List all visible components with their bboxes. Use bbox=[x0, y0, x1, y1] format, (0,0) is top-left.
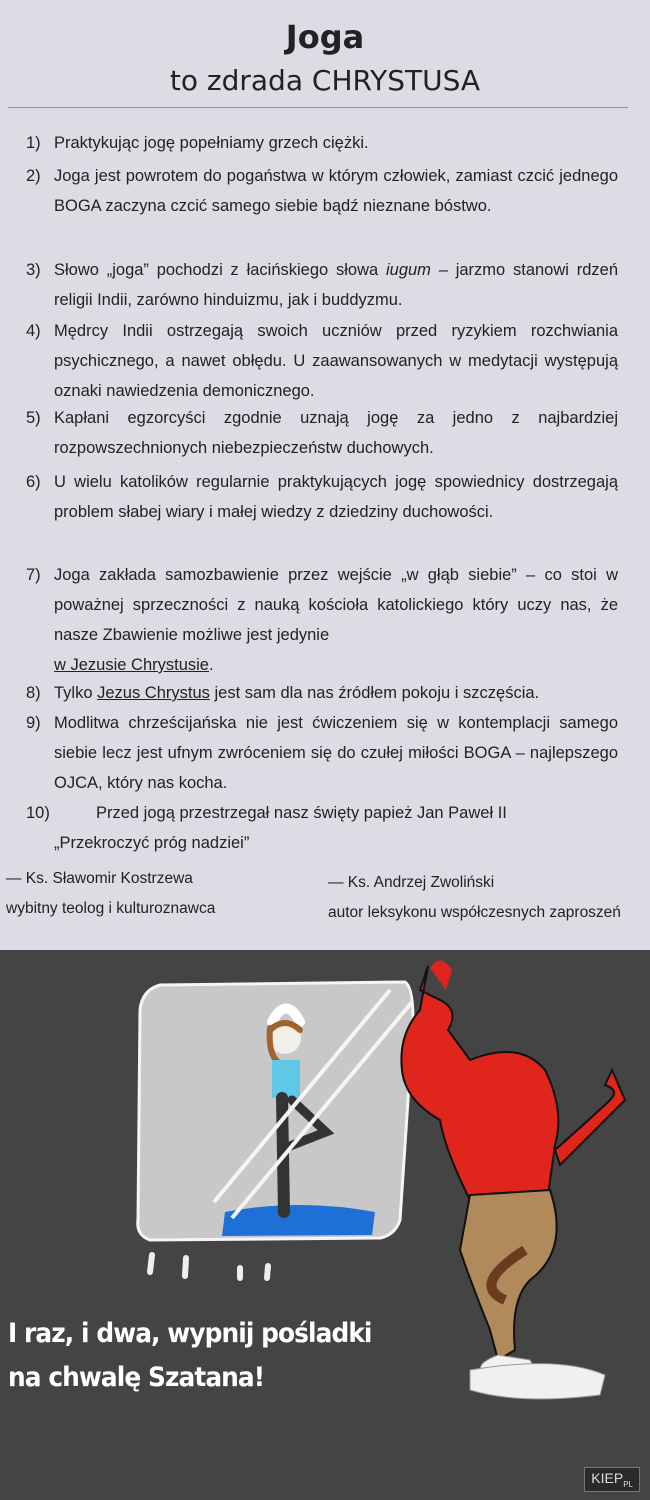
signature-name: — Ks. Sławomir Kostrzewa bbox=[6, 870, 193, 887]
item-text-part: jest sam dla nas źródłem pokoju i szczęścia. bbox=[209, 684, 540, 702]
item-text: U wielu katolików regularnie praktykujących jogę spowiednicy dostrzegają problem słabej wiary i małej wiedzy z dziedziny duchowości. bbox=[54, 473, 618, 521]
item-text: Joga jest powrotem do pogaństwa w którym człowiek, zamiast czcić jednego BOGA zaczyna czcić samego siebie bądź nieznane bóstwo. bbox=[54, 167, 618, 215]
meme-drawing bbox=[0, 950, 650, 1500]
list-item bbox=[26, 255, 618, 315]
item-number: 6) bbox=[26, 473, 41, 491]
item-text-part: Joga zakłada samozbawienie przez wejście „w głąb siebie” – co stoi w poważnej sprzeczności z nauką kościoła katolickiego który uczy nas, że nasze Zbawienie możliwe jest jedynie bbox=[54, 566, 618, 644]
item-text: Kapłani egzorcyści zgodnie uznają jogę za jedno z najbardziej rozpowszechnionych niebezpieczeństw duchowych. bbox=[54, 409, 618, 457]
logo-text: KIEP bbox=[591, 1470, 624, 1487]
item-number: 8) bbox=[26, 684, 41, 702]
item-text: Modlitwa chrześcijańska nie jest ćwiczeniem się w kontemplacji samego siebie lecz jest ufnym zwróceniem się do czułej miłości BOGA – najlepszego OJCA, który nas kocha. bbox=[54, 714, 618, 792]
leaflet-title: Joga bbox=[285, 18, 365, 56]
list-item bbox=[26, 678, 618, 708]
list-item bbox=[26, 798, 618, 858]
signature-zwolinski bbox=[328, 868, 628, 928]
item-number: 4) bbox=[26, 322, 41, 340]
item-text-part: Tylko bbox=[54, 684, 98, 702]
item-text-part: – jarzmo stanowi rdzeń religii Indii, zarówno hinduizmu, jak i buddyzmu. bbox=[54, 261, 618, 309]
item-text-emphasis: iugum bbox=[385, 261, 431, 279]
item-text-underlined: Jezus Chrystus bbox=[97, 684, 210, 702]
kiep-logo bbox=[584, 1467, 640, 1492]
meme-panel bbox=[0, 950, 650, 1500]
yoga-mat-tv bbox=[222, 1205, 375, 1236]
list-item bbox=[26, 467, 618, 527]
item-number: 9) bbox=[26, 714, 41, 732]
item-text bbox=[54, 255, 618, 315]
item-number: 3) bbox=[26, 261, 41, 279]
leaflet-subtitle: to zdrada CHRYSTUSA bbox=[169, 64, 481, 97]
item-text: Mędrcy Indii ostrzegają swoich uczniów przed ryzykiem rozchwiania psychicznego, a nawet obłędu. U zaawansowanych w medytacji występują oznaki nawiedzenia demonicznego. bbox=[54, 322, 618, 400]
signature-role: autor leksykonu współczesnych zaproszeń bbox=[328, 904, 621, 921]
item-text bbox=[54, 678, 618, 708]
signature-role: wybitny teolog i kulturoznawca bbox=[6, 900, 216, 917]
list-item bbox=[26, 128, 618, 158]
item-text-underlined: w Jezusie Chrystusie bbox=[54, 656, 209, 674]
list-item bbox=[26, 708, 618, 798]
item-text: Przed jogą przestrzegał nasz święty papież Jan Paweł II bbox=[96, 804, 507, 822]
item-text-part: Słowo „joga” pochodzi z łacińskiego słowa bbox=[54, 261, 386, 279]
title-divider bbox=[8, 107, 628, 108]
devil-figure bbox=[401, 960, 625, 1380]
item-text bbox=[54, 560, 618, 680]
meme-caption bbox=[8, 1312, 372, 1400]
item-number: 1) bbox=[26, 134, 41, 152]
item-number: 7) bbox=[26, 566, 41, 584]
list-item bbox=[26, 560, 618, 680]
list-item bbox=[26, 161, 618, 221]
signature-kostrzewa bbox=[6, 864, 306, 924]
logo-suffix: PL bbox=[623, 1480, 633, 1489]
devil-mat bbox=[470, 1364, 605, 1399]
item-text-part: . bbox=[208, 656, 214, 674]
signature-name: — Ks. Andrzej Zwoliński bbox=[328, 874, 495, 891]
item-number: 2) bbox=[26, 167, 41, 185]
list-item bbox=[26, 316, 618, 406]
book-title: „Przekroczyć próg nadziei” bbox=[54, 834, 250, 852]
item-number: 10) bbox=[26, 804, 50, 822]
list-item bbox=[26, 403, 618, 463]
tv-feet bbox=[150, 1255, 268, 1278]
caption-line-2: na chwalę Szatana! bbox=[8, 1362, 265, 1393]
item-number: 5) bbox=[26, 409, 41, 427]
item-text: Praktykując jogę popełniamy grzech ciężki. bbox=[54, 134, 369, 152]
caption-line-1: I raz, i dwa, wypnij pośladki bbox=[8, 1318, 372, 1349]
